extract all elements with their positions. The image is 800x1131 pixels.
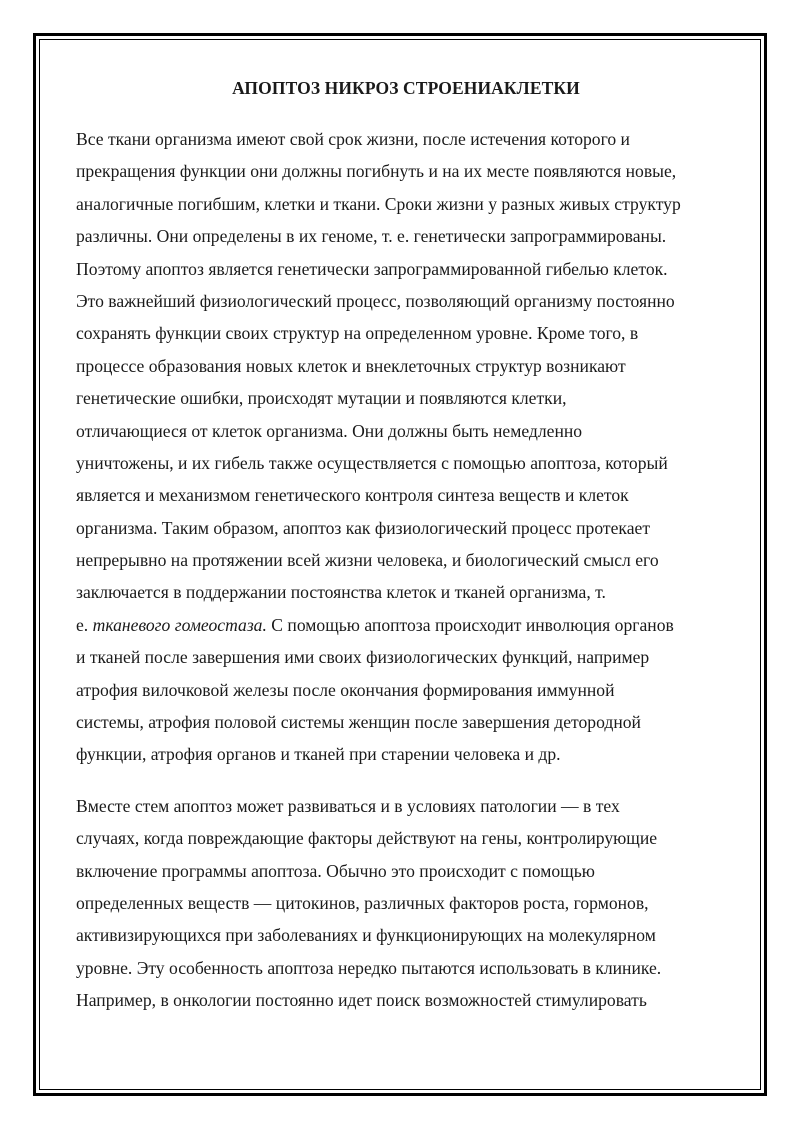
line-prefix: е. <box>76 614 93 635</box>
paragraph-1-line: сохранять функции своих структур на определенном уровне. Кроме того, в <box>76 323 639 344</box>
paragraph-2-line: включение программы апоптоза. Обычно это происходит с помощью <box>76 860 595 881</box>
paragraph-1-line: различны. Они определены в их геноме, т. е. генетически запрограммированы. <box>76 226 667 247</box>
paragraph-1-line: атрофия вилочковой железы после окончания формирования иммунной <box>76 679 615 700</box>
paragraph-1-line: непрерывно на протяжении всей жизни человека, и биологический смысл его <box>76 550 659 571</box>
paragraph-1-line: уничтожены, и их гибель также осуществляется с помощью апоптоза, который <box>76 452 668 473</box>
paragraph-2-line: Вместе стем апоптоз может развиваться и в условиях патологии — в тех <box>76 795 620 816</box>
paragraph-2-line: активизирующихся при заболеваниях и функционирующих на молекулярном <box>76 925 656 946</box>
paragraph-2 <box>76 790 736 1017</box>
paragraph-1-line: системы, атрофия половой системы женщин после завершения детородной <box>76 712 641 733</box>
italic-term: тканевого гомеостаза. <box>92 614 267 635</box>
paragraph-1-line: Все ткани организма имеют свой срок жизни, после истечения которого и <box>76 129 630 149</box>
paragraph-1-line: организма. Таким образом, апоптоз как физиологический процесс протекает <box>76 517 651 538</box>
paragraph-1-line: функции, атрофия органов и тканей при старении человека и др. <box>76 744 561 765</box>
paragraph-1-line: прекращения функции они должны погибнуть и на их месте появляются новые, <box>76 161 677 182</box>
paragraph-1-line: отличающиеся от клеток организма. Они должны быть немедленно <box>76 420 583 441</box>
paragraph-1 <box>76 123 736 771</box>
paragraph-1-line-with-italic <box>76 609 736 641</box>
line-suffix: С помощью апоптоза происходит инволюция органов <box>266 614 674 635</box>
paragraph-2-line: уровне. Эту особенность апоптоза нередко пытаются использовать в клинике. <box>76 957 662 978</box>
paragraph-1-line: генетические ошибки, происходят мутации и появляются клетки, <box>76 388 567 409</box>
paragraph-1-line: заключается в поддержании постоянства клеток и тканей организма, т. <box>76 582 606 603</box>
paragraph-1-line: процессе образования новых клеток и внеклеточных структур возникают <box>76 355 626 376</box>
paragraph-2-line: случаях, когда повреждающие факторы действуют на гены, контролирующие <box>76 828 658 849</box>
paragraph-1-line: Это важнейший физиологический процесс, позволяющий организму постоянно <box>76 290 675 311</box>
paragraph-1-line: и тканей после завершения ими своих физиологических функций, например <box>76 647 650 668</box>
paragraph-2-line: Например, в онкологии постоянно идет поиск возможностей стимулировать <box>76 990 647 1011</box>
paragraph-1-line: Поэтому апоптоз является генетически запрограммированной гибелью клеток. <box>76 258 668 279</box>
paragraph-2-line: определенных веществ — цитокинов, различных факторов роста, гормонов, <box>76 892 649 913</box>
paragraph-1-line: аналогичные погибшим, клетки и ткани. Сроки жизни у разных живых структур <box>76 193 681 214</box>
document-body <box>76 72 736 1017</box>
paragraph-1-line: является и механизмом генетического контроля синтеза веществ и клеток <box>76 485 629 506</box>
document-title: АПОПТОЗ НИКРОЗ СТРОЕНИАКЛЕТКИ <box>232 78 580 98</box>
